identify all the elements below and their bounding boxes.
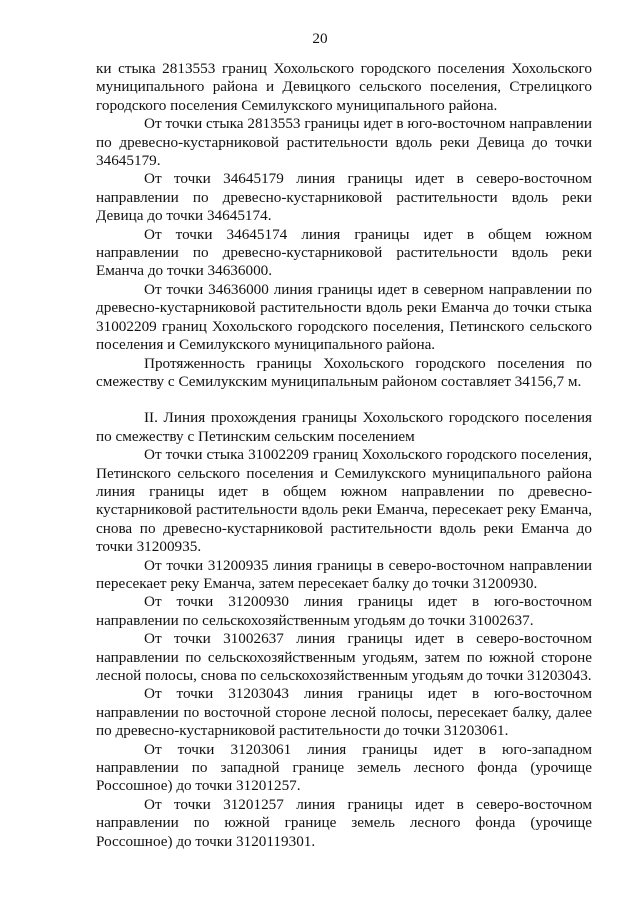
paragraph: От точки 34645179 линия границы идет в северо-восточном направлении по древесно-кустарниковой растительности вдоль реки Девица до точки 34645174. — [96, 170, 592, 225]
paragraph: От точки 31200930 линия границы идет в юго-восточном направлении по сельскохозяйственным угодьям до точки 31002637. — [96, 593, 592, 629]
paragraph: ки стыка 2813553 границ Хохольского городского поселения Хохольского муниципального района и Девицкого сельского поселения, Стрелицкого городского поселения Семилукского муниципального района. — [96, 60, 592, 114]
paragraph: От точки 31200935 линия границы в северо-восточном направлении пересекает реку Еманча, затем пересекает балку до точки 31200930. — [96, 556, 592, 592]
paragraph: От точки стыка 31002209 границ Хохольского городского поселения, Петинского сельского поселения и Семилукского муниципального района линия границы идет в общем южном направлении по древесно-кустарниковой растительности вдоль реки Еманча, пересекает реку Еманча, снова по древесно-кустарниковой растительности вдоль реки Еманча до точки 31200935. — [96, 446, 592, 556]
document-body — [96, 60, 592, 851]
section-heading: II. Линия прохождения границы Хохольского городского поселения по смежеству с Петинским сельским поселением — [96, 409, 592, 445]
paragraph: От точки 31203043 линия границы идет в юго-восточном направлении по восточной стороне лесной полосы, пересекает балку, далее по древесно-кустарниковой растительности до точки 31203061. — [96, 685, 592, 740]
page-number: 20 — [312, 30, 328, 47]
paragraph: От точки 34645174 линия границы идет в общем южном направлении по древесно-кустарниковой растительности вдоль реки Еманча до точки 34636000. — [96, 225, 592, 280]
paragraph: От точки 31203061 линия границы идет в юго-западном направлении по западной границе земель лесного фонда (урочище Россошное) до точки 31201257. — [96, 740, 592, 795]
paragraph: От точки стыка 2813553 границы идет в юго-восточном направлении по древесно-кустарниковой растительности вдоль реки Девица до точки 34645179. — [96, 115, 592, 170]
paragraph: Протяженность границы Хохольского городского поселения по смежеству с Семилукским муниципальным районом составляет 34156,7 м. — [96, 354, 592, 390]
paragraph: От точки 34636000 линия границы идет в северном направлении по древесно-кустарниковой растительности вдоль реки Еманча до точки стыка 31002209 границ Хохольского городского поселения, Петинского сельского поселения и Семилукского муниципального района. — [96, 280, 592, 354]
paragraph: От точки 31002637 линия границы идет в северо-восточном направлении по сельскохозяйственным угодьям, затем по южной стороне лесной полосы, снова по сельскохозяйственным угодьям до точки 31203043. — [96, 630, 592, 684]
paragraph: От точки 31201257 линия границы идет в северо-восточном направлении по южной границе земель лесного фонда (урочище Россошное) до точки 3120119301. — [96, 795, 592, 850]
